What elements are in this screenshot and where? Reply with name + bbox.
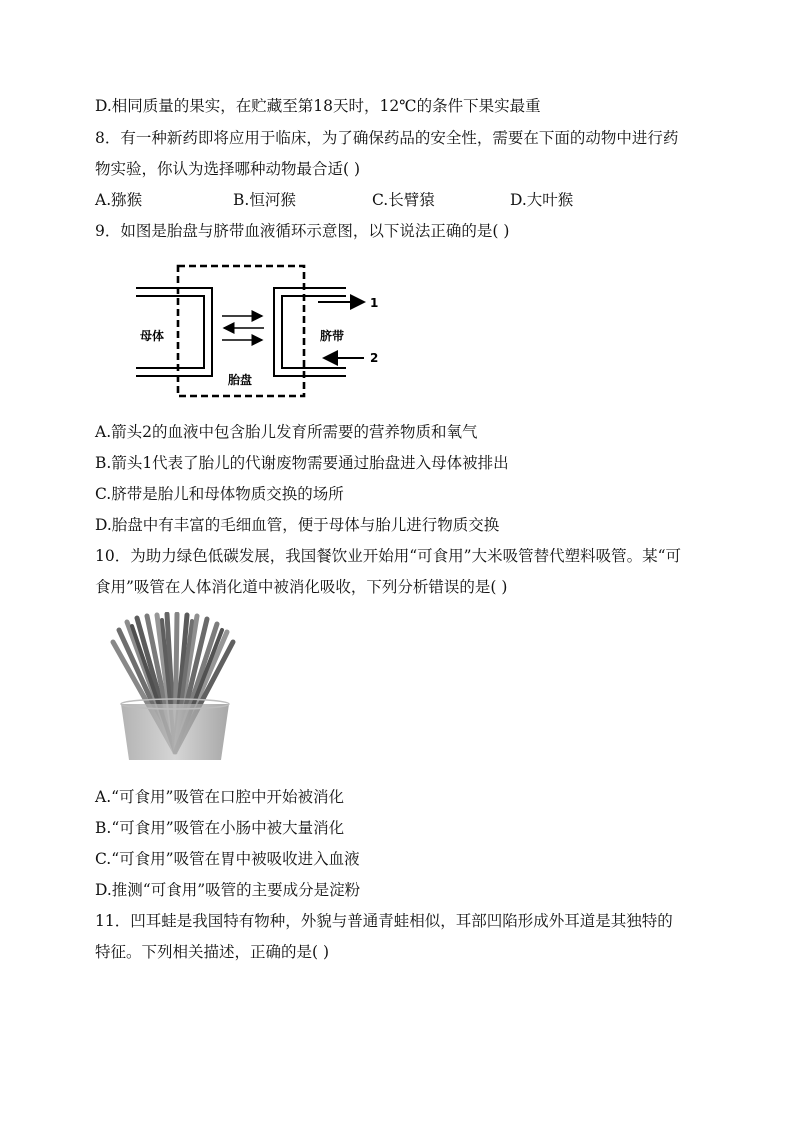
- q8-option-d: D.大叶猴: [510, 191, 574, 209]
- edible-straws-photo: [105, 612, 245, 762]
- q7-option-d: D.相同质量的果实，在贮藏至第18天时，12℃的条件下果实最重: [95, 97, 541, 115]
- q11-stem-line1: 11．凹耳蛙是我国特有物种，外貌与普通青蛙相似，耳部凹陷形成外耳道是其独特的: [95, 912, 673, 930]
- q9-option-a: A.箭头2的血液中包含胎儿发育所需要的营养物质和氧气: [95, 423, 478, 441]
- q10-option-b: B.“可食用”吸管在小肠中被大量消化: [95, 819, 345, 837]
- q8-stem-line2: 物实验，你认为选择哪种动物最合适( ): [95, 160, 361, 178]
- q8-option-a: A.猕猴: [95, 191, 143, 209]
- q9-option-d: D.胎盘中有丰富的毛细血管，便于母体与胎儿进行物质交换: [95, 516, 500, 534]
- q9-stem: 9．如图是胎盘与脐带血液循环示意图，以下说法正确的是( ): [95, 222, 510, 240]
- q8-option-b: B.恒河猴: [233, 191, 296, 209]
- mother-label: 母体: [140, 329, 165, 343]
- cord-label: 脐带: [320, 329, 345, 343]
- placenta-label: 胎盘: [228, 373, 253, 387]
- q10-option-c: C.“可食用”吸管在胃中被吸收进入血液: [95, 850, 360, 868]
- q11-stem-line2: 特征。下列相关描述，正确的是( ): [95, 943, 330, 961]
- q10-option-d: D.推测“可食用”吸管的主要成分是淀粉: [95, 881, 361, 899]
- exchange-arrows: [222, 316, 264, 340]
- q10-stem-line2: 食用”吸管在人体消化道中被消化吸收，下列分析错误的是( ): [95, 578, 508, 596]
- q9-option-c: C.脐带是胎儿和母体物质交换的场所: [95, 485, 344, 503]
- q8-option-c: C.长臂猿: [372, 191, 435, 209]
- arrow-1-label: 1: [370, 296, 379, 310]
- q10-stem-line1: 10．为助力绿色低碳发展，我国餐饮业开始用“可食用”大米吸管替代塑料吸管。某“可: [95, 547, 681, 565]
- q10-option-a: A.“可食用”吸管在口腔中开始被消化: [95, 788, 344, 806]
- glass-cup: [121, 704, 229, 760]
- q8-stem-line1: 8．有一种新药即将应用于临床，为了确保药品的安全性，需要在下面的动物中进行药: [95, 129, 679, 147]
- placenta-circulation-diagram: [130, 258, 390, 403]
- arrow-2-label: 2: [370, 351, 379, 365]
- q9-option-b: B.箭头1代表了胎儿的代谢废物需要通过胎盘进入母体被排出: [95, 454, 509, 472]
